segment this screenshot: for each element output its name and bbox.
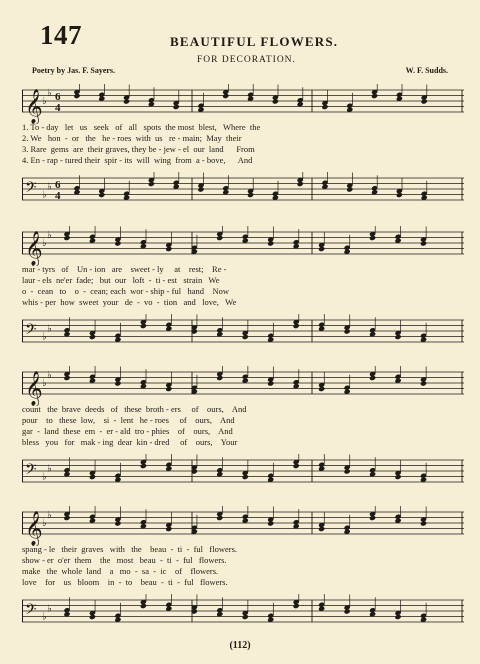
composer-credit: W. F. Sudds.: [405, 66, 448, 75]
note-head: [421, 98, 428, 104]
note-head: [89, 614, 96, 620]
time-signature: 6: [55, 179, 61, 191]
hymn-number: 147: [40, 20, 82, 50]
note-head: [318, 246, 325, 252]
note-head: [318, 386, 325, 392]
poet-credit: Poetry by Jas. F. Sayers.: [32, 66, 116, 75]
note-head: [242, 614, 249, 620]
time-signature: 4: [55, 102, 61, 114]
lyric-line: 4. En - rap - tured their spir - its will wing from a - bove, And: [22, 155, 253, 165]
flat-icon: ♭: [47, 229, 52, 241]
note-head: [267, 520, 274, 526]
note-head: [114, 520, 121, 526]
lyrics-block: [22, 404, 464, 448]
page-number: (112): [229, 640, 251, 651]
lyric-line: o - cean to o - cean; each wor - ship - ful hand Now: [22, 286, 230, 296]
note-head: [293, 463, 300, 469]
note-head: [89, 474, 96, 480]
lyric-line: 3. Rare gems are their graves, they be - jew - el our land From: [22, 144, 255, 154]
note-head: [318, 526, 325, 532]
note-head: [242, 474, 249, 480]
note-head: [369, 235, 376, 241]
note-head: [394, 614, 401, 620]
note-head: [346, 186, 353, 192]
note-head: [216, 375, 223, 381]
lyrics-block: [22, 122, 464, 166]
note-head: [123, 98, 130, 104]
note-head: [114, 240, 121, 246]
note-head: [344, 328, 351, 334]
flat-icon: ♭: [42, 238, 47, 249]
lyric-line: laur - els ne'er fade; but our loft - ti - est strain We: [22, 275, 220, 285]
note-head: [293, 603, 300, 609]
note-head: [267, 240, 274, 246]
treble-staff: [22, 84, 464, 124]
bass-clef-icon: 𝄢: [25, 179, 37, 200]
hymn-subtitle: FOR DECORATION.: [197, 55, 296, 65]
note-head: [344, 468, 351, 474]
note-head: [394, 334, 401, 340]
note-head: [165, 526, 172, 532]
bass-clef-icon: 𝄢: [25, 321, 37, 342]
bass-clef-icon: 𝄢: [25, 601, 37, 622]
lyrics-block: [22, 264, 464, 308]
note-head: [396, 192, 403, 198]
note-head: [247, 192, 254, 198]
lyric-line: whis - per how sweet your de - vo - tion and love, We: [22, 297, 237, 307]
lyric-line: gar - land these em - er - ald tro - phies of ours, And: [22, 426, 233, 436]
note-head: [140, 603, 147, 609]
treble-staff: [22, 366, 464, 406]
note-head: [394, 474, 401, 480]
note-head: [272, 98, 279, 104]
note-head: [173, 104, 180, 110]
lyric-line: mar - tyrs of Un - ion are sweet - ly at rest; Re -: [22, 264, 227, 274]
flat-icon: ♭: [47, 509, 52, 521]
note-head: [420, 240, 427, 246]
treble-clef-icon: 𝄞: [25, 371, 43, 406]
lyric-line: count the brave deeds of these broth - ers of ours, And: [22, 404, 247, 414]
treble-clef-icon: 𝄞: [25, 511, 43, 546]
bass-staff: [22, 594, 464, 634]
lyric-line: make the whole land a mo - sa - ic of flowers.: [22, 566, 219, 576]
flat-icon: ♭: [42, 189, 47, 201]
lyric-line: 2. We hon - or the he - roes with us re - main; May their: [22, 133, 242, 143]
note-head: [63, 235, 70, 241]
hymn-title: BEAUTIFUL FLOWERS.: [170, 34, 339, 49]
note-head: [267, 380, 274, 386]
note-head: [89, 334, 96, 340]
lyric-line: pour to these low, si - lent he - roes of ours, And: [22, 415, 235, 425]
note-head: [73, 93, 80, 99]
note-head: [321, 104, 328, 110]
flat-icon: ♭: [47, 323, 52, 335]
time-signature: 4: [55, 190, 61, 202]
note-head: [140, 323, 147, 329]
note-head: [222, 93, 229, 99]
flat-icon: ♭: [47, 181, 52, 193]
note-head: [140, 463, 147, 469]
note-head: [297, 181, 304, 187]
treble-clef-icon: 𝄞: [25, 231, 43, 266]
flat-icon: ♭: [42, 378, 47, 389]
note-head: [63, 375, 70, 381]
note-head: [148, 181, 155, 187]
note-head: [369, 515, 376, 521]
flat-icon: ♭: [47, 603, 52, 615]
treble-staff: [22, 226, 464, 266]
lyric-line: spang - le their graves with the beau - ti - ful flowers.: [22, 544, 238, 554]
treble-clef-icon: 𝄞: [25, 89, 43, 124]
note-head: [197, 186, 204, 192]
bass-staff: [22, 314, 464, 354]
note-head: [371, 93, 378, 99]
lyric-line: 1. To - day let us seek of all spots the most blest, Where the: [22, 122, 261, 132]
lyric-line: show - er o'er them the most beau - ti - ful flowers.: [22, 555, 227, 565]
flat-icon: ♭: [42, 518, 47, 529]
flat-icon: ♭: [42, 331, 47, 343]
treble-staff: [22, 506, 464, 546]
note-head: [165, 386, 172, 392]
flat-icon: ♭: [42, 96, 47, 107]
note-head: [216, 235, 223, 241]
note-head: [242, 334, 249, 340]
bass-clef-icon: 𝄢: [25, 461, 37, 482]
lyric-line: love for us bloom in - to beau - ti - ful flowers.: [22, 577, 228, 587]
note-head: [293, 323, 300, 329]
flat-icon: ♭: [47, 369, 52, 381]
flat-icon: ♭: [47, 87, 52, 99]
note-head: [63, 515, 70, 521]
note-head: [369, 375, 376, 381]
bass-staff: [22, 454, 464, 494]
note-head: [114, 380, 121, 386]
time-signature: 6: [55, 91, 61, 103]
note-head: [420, 380, 427, 386]
note-head: [216, 515, 223, 521]
note-head: [344, 608, 351, 614]
lyric-line: bless you for mak - ing dear kin - dred of ours, Your: [22, 437, 238, 447]
bass-staff: [22, 172, 464, 212]
note-head: [420, 520, 427, 526]
flat-icon: ♭: [42, 611, 47, 623]
flat-icon: ♭: [42, 471, 47, 483]
note-head: [165, 246, 172, 252]
lyrics-block: [22, 544, 464, 588]
flat-icon: ♭: [47, 463, 52, 475]
note-head: [98, 192, 105, 198]
